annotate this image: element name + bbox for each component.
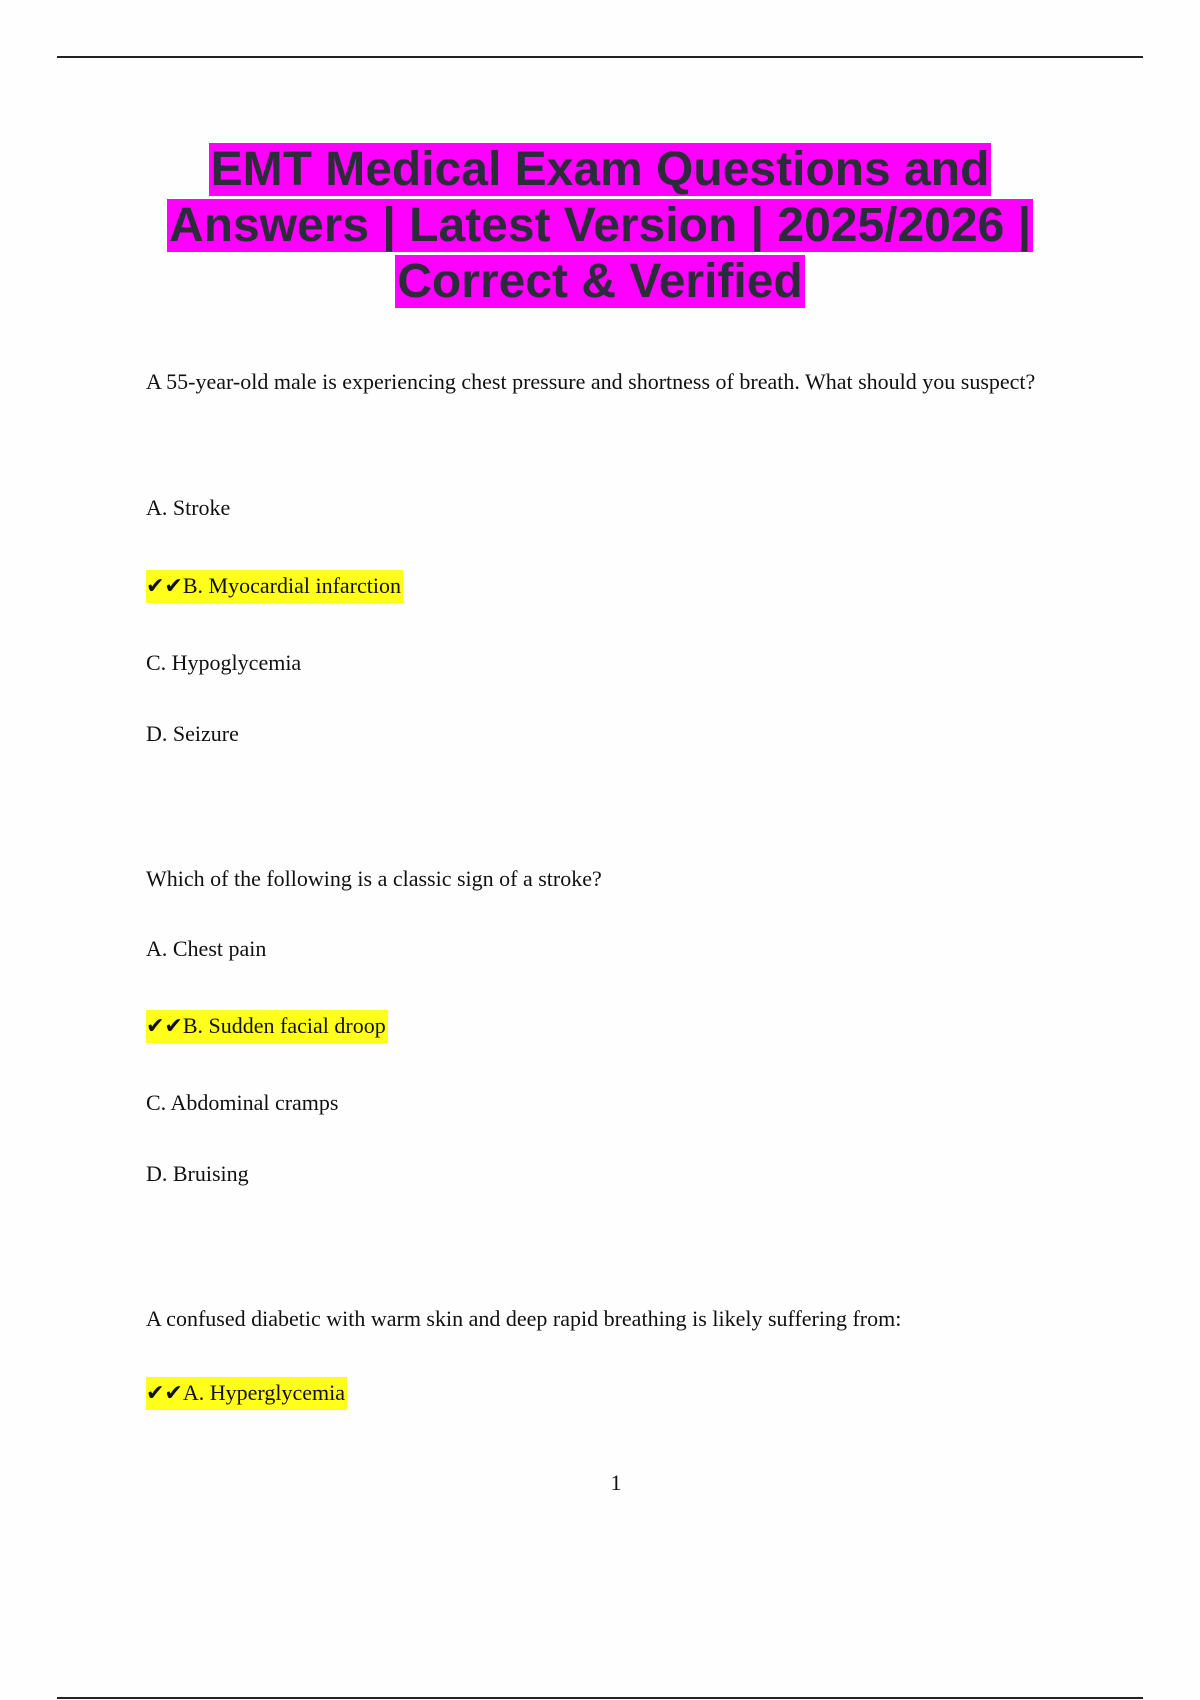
title-line-2: Answers | Latest Version | 2025/2026 |: [168, 199, 1032, 252]
page-number: 1: [610, 1470, 622, 1495]
double-check-icon: ✔✔: [146, 1381, 183, 1406]
double-check-icon: ✔✔: [146, 1014, 183, 1039]
question-3-option-a-correct: ✔✔A. Hyperglycemia: [146, 1377, 347, 1410]
document-title: [80, 142, 1120, 310]
question-2-option-d: D. Bruising: [146, 1161, 249, 1186]
title-line-3: Correct & Verified: [397, 255, 803, 308]
question-1-option-d: D. Seizure: [146, 721, 239, 746]
question-1-option-c: C. Hypoglycemia: [146, 650, 302, 675]
question-1-option-a: A. Stroke: [146, 495, 231, 520]
question-2-option-b-correct: ✔✔B. Sudden facial droop: [146, 1010, 388, 1043]
question-2-option-c: C. Abdominal cramps: [146, 1090, 339, 1115]
question-3-text: A confused diabetic with warm skin and deep rapid breathing is likely suffering from:: [146, 1306, 902, 1331]
question-2-text: Which of the following is a classic sign of a stroke?: [146, 866, 602, 891]
question-2-option-a: A. Chest pain: [146, 936, 267, 961]
question-1-text: A 55-year-old male is experiencing chest pressure and shortness of breath. What should you suspect?: [146, 369, 1036, 394]
header-rule: [57, 56, 1143, 58]
question-1-option-b-correct: ✔✔B. Myocardial infarction: [146, 570, 403, 603]
title-line-1: EMT Medical Exam Questions and: [210, 143, 990, 196]
double-check-icon: ✔✔: [146, 574, 183, 599]
footer-rule: [57, 1697, 1143, 1699]
